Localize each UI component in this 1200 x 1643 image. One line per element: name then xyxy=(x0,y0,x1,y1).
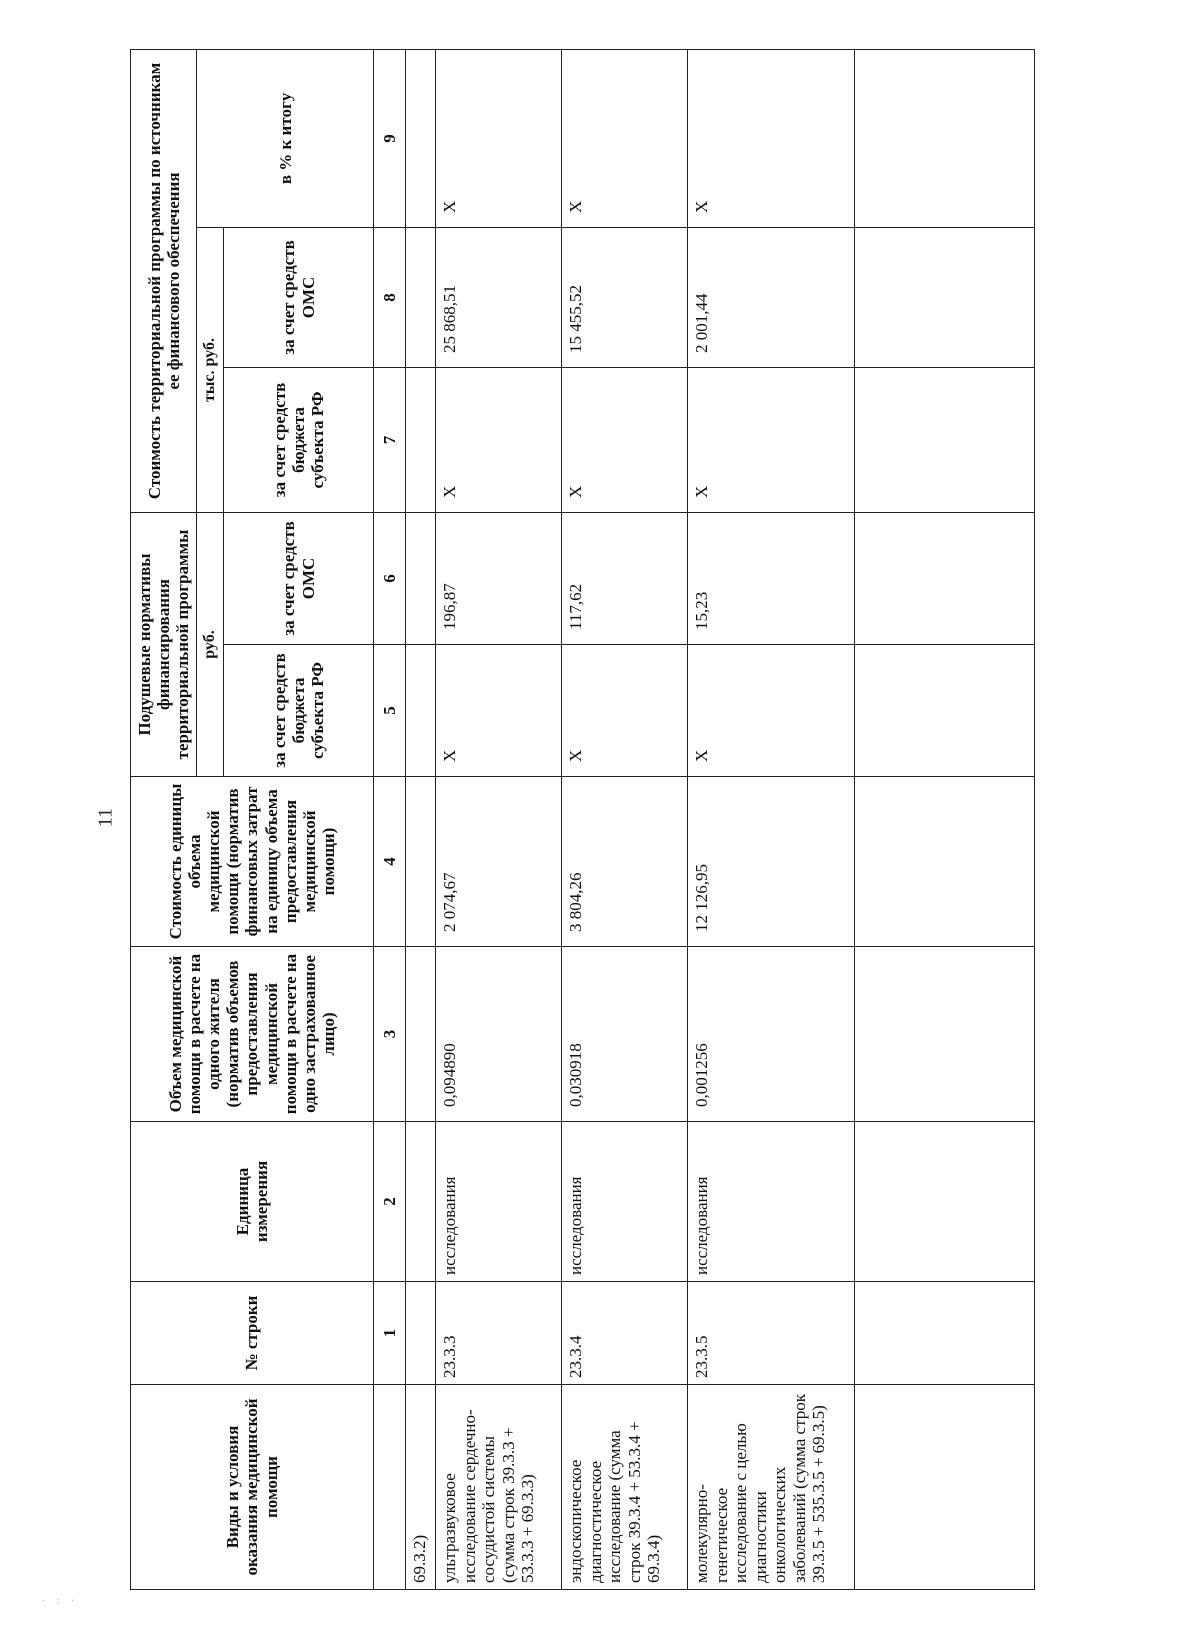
table-container xyxy=(130,50,1035,1590)
row-cost-budget: X xyxy=(436,368,562,513)
row-percapita-budget: X xyxy=(562,645,688,777)
header-cost-oms: за счет средств ОМС xyxy=(224,228,374,368)
column-number: 8 xyxy=(374,228,406,368)
row-percapita-oms: 196,87 xyxy=(436,513,562,645)
row-name: молекулярно-генетическое исследование с целью диагностики онкологических заболеваний (сумма строк 39.3.5 + 535.3.5 + 69.3.5) xyxy=(688,1385,855,1590)
row-unit: исследования xyxy=(562,1122,688,1282)
row-unit-cost: 3 804,26 xyxy=(562,777,688,947)
column-number: 1 xyxy=(374,1282,406,1385)
table-row xyxy=(562,49,688,1589)
row-percapita-budget: X xyxy=(436,645,562,777)
continuation-cell: 69.3.2) xyxy=(406,1385,436,1590)
row-name: ультразвуковое исследование сердечно-сосудистой системы (сумма строк 39.3.3 + 53.3.3 + 69.3.3) xyxy=(436,1385,562,1590)
column-number: 5 xyxy=(374,645,406,777)
column-number: 7 xyxy=(374,368,406,513)
header-unit-cost: Стоимость единицы объема медицинской помощи (норматив финансовых затрат на единицу объема предоставления медицинской помощи) xyxy=(131,777,374,947)
row-percent: X xyxy=(562,49,688,227)
row-cost-budget: X xyxy=(562,368,688,513)
header-percapita-budget: за счет средств бюджета субъекта РФ xyxy=(224,645,374,777)
financing-table xyxy=(130,49,1035,1590)
row-volume: 0,001256 xyxy=(688,947,855,1122)
row-percapita-oms: 117,62 xyxy=(562,513,688,645)
row-unit-cost: 12 126,95 xyxy=(688,777,855,947)
header-percapita-unit: руб. xyxy=(197,513,224,777)
row-volume: 0,030918 xyxy=(562,947,688,1122)
row-unit: исследования xyxy=(688,1122,855,1282)
row-cost-oms: 25 868,51 xyxy=(436,228,562,368)
header-row-number: № строки xyxy=(131,1282,374,1385)
header-percapita-group: Подушевые нормативы финансирования территориальной программы xyxy=(131,513,197,777)
table-row xyxy=(436,49,562,1589)
row-unit: исследования xyxy=(436,1122,562,1282)
row-percapita-oms: 15,23 xyxy=(688,513,855,645)
table-row xyxy=(406,49,436,1589)
column-number: 3 xyxy=(374,947,406,1122)
column-number: 9 xyxy=(374,49,406,227)
header-percent: в % к итогу xyxy=(197,49,374,227)
header-percapita-oms: за счет средств ОМС xyxy=(224,513,374,645)
header-cost-budget: за счет средств бюджета субъекта РФ xyxy=(224,368,374,513)
column-number: 2 xyxy=(374,1122,406,1282)
row-percapita-budget: X xyxy=(688,645,855,777)
page-number: 11 xyxy=(94,807,117,828)
header-cost-group: Стоимость территориальной программы по источникам ее финансового обеспечения xyxy=(131,49,197,512)
table-row-filler xyxy=(855,49,1035,1589)
scan-artifact: · : · xyxy=(42,1596,79,1607)
row-cost-oms: 15 455,52 xyxy=(562,228,688,368)
column-number: 4 xyxy=(374,777,406,947)
row-unit-cost: 2 074,67 xyxy=(436,777,562,947)
header-unit: Единица измерения xyxy=(131,1122,374,1282)
row-cost-oms: 2 001,44 xyxy=(688,228,855,368)
row-cost-budget: X xyxy=(688,368,855,513)
row-number: 23.3.3 xyxy=(436,1282,562,1385)
column-numbers-row xyxy=(374,49,406,1589)
row-number: 23.3.5 xyxy=(688,1282,855,1385)
row-percent: X xyxy=(436,49,562,227)
row-name: эндоскопическое диагностическое исследование (сумма строк 39.3.4 + 53.3.4 + 69.3.4) xyxy=(562,1385,688,1590)
header-volume: Объем медицинской помощи в расчете на одного жителя (норматив объемов предоставления медицинской помощи в расчете на одно застрахованное лицо) xyxy=(131,947,374,1122)
table-row xyxy=(688,49,855,1589)
row-volume: 0,094890 xyxy=(436,947,562,1122)
header-cost-unit: тыс. руб. xyxy=(197,228,224,513)
row-percent: X xyxy=(688,49,855,227)
column-number xyxy=(374,1385,406,1590)
column-number: 6 xyxy=(374,513,406,645)
header-types: Виды и условия оказания медицинской помощи xyxy=(131,1385,374,1590)
row-number: 23.3.4 xyxy=(562,1282,688,1385)
